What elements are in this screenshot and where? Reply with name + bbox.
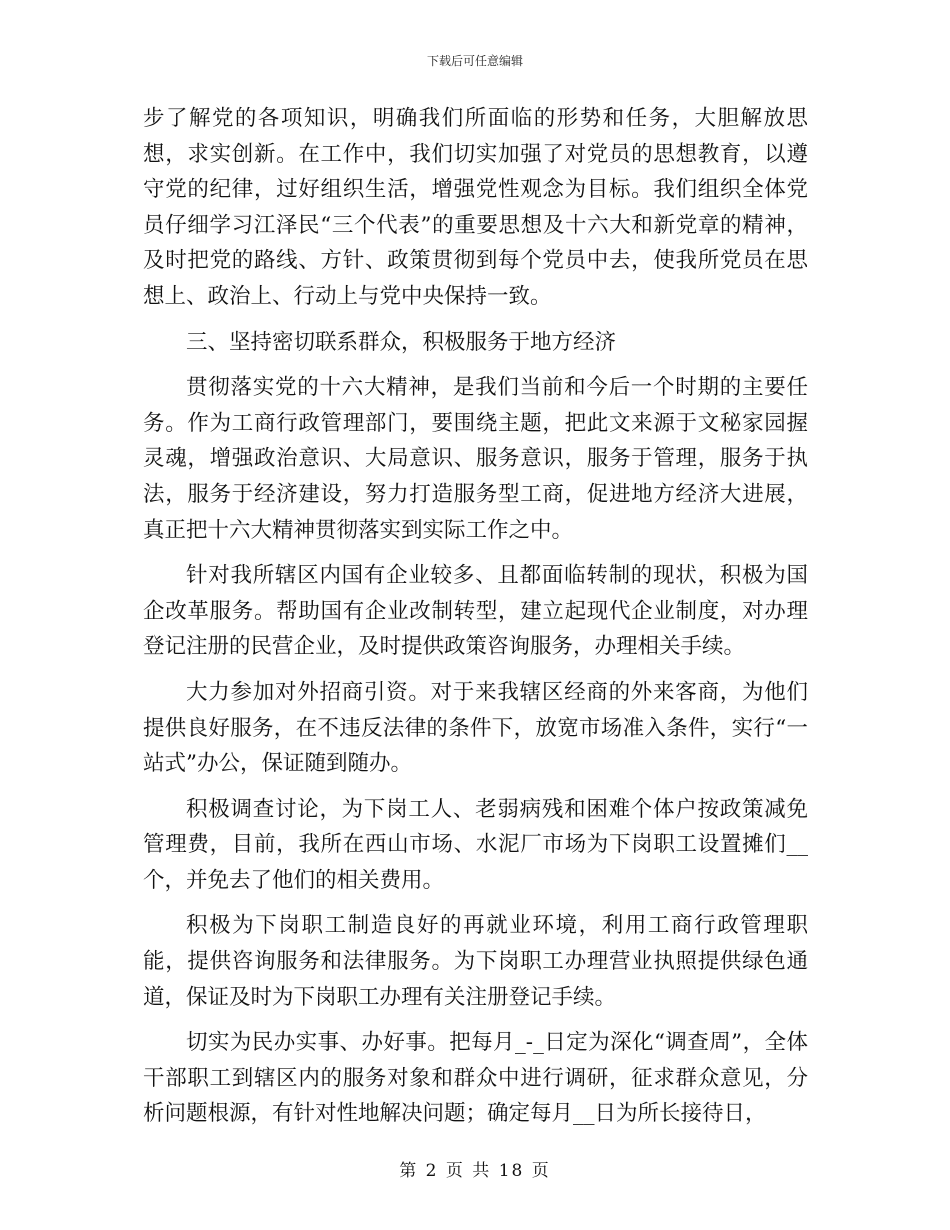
paragraph: 针对我所辖区内国有企业较多、且都面临转制的现状，积极为国企改革服务。帮助国有企业改制转型，建立起现代企业制度，对办理登记注册的民营企业，及时提供政策咨询服务，办理相关手续。 xyxy=(143,563,808,660)
section-heading: 三、坚持密切联系群众，积极服务于地方经济 xyxy=(186,329,617,355)
paragraph-continuation: 步了解党的各项知识，明确我们所面临的形势和任务，大胆解放思想，求实创新。在工作中，我们切实加强了对党员的思想教育，以遵守党的纪律，过好组织生活，增强党性观念为目标。我们组织全体党员仔细学习江泽民“三个代表”的重要思想及十六大和新党章的精神，及时把党的路线、方针、政策贯彻到每个党员中去，使我所党员在思想上、政治上、行动上与党中央保持一致。 xyxy=(143,106,808,309)
page-header-note: 下载后可任意编辑 xyxy=(426,54,523,68)
paragraph: 大力参加对外招商引资。对于来我辖区经商的外来客商，为他们提供良好服务，在不违反法律的条件下，放宽市场准入条件，实行“一站式”办公，保证随到随办。 xyxy=(143,679,808,777)
paragraph: 切实为民办实事、办好事。把每月_-_日定为深化“调查周”，全体干部职工到辖区内的服务对象和群众中进行调研，征求群众意见，分析问题根源，有针对性地解决问题；确定每月__日为所长接待日， xyxy=(143,1030,808,1127)
page-footer-number: 第 2 页 共 18 页 xyxy=(399,1161,551,1181)
paragraph: 积极为下岗职工制造良好的再就业环境，利用工商行政管理职能，提供咨询服务和法律服务。为下岗职工办理营业执照提供绿色通道，保证及时为下岗职工办理有关注册登记手续。 xyxy=(143,913,808,1010)
paragraph: 积极调查讨论，为下岗工人、老弱病残和困难个体户按政策减免管理费，目前，我所在西山市场、水泥厂市场为下岗职工设置摊们__个，并免去了他们的相关费用。 xyxy=(143,796,808,893)
paragraph: 贯彻落实党的十六大精神，是我们当前和今后一个时期的主要任务。作为工商行政管理部门，要围绕主题，把此文来源于文秘家园握灵魂，增强政治意识、大局意识、服务意识，服务于管理，服务于执法，服务于经济建设，努力打造服务型工商，促进地方经济大进展，真正把十六大精神贯彻落实到实际工作之中。 xyxy=(143,375,808,543)
document-body xyxy=(143,101,808,1142)
